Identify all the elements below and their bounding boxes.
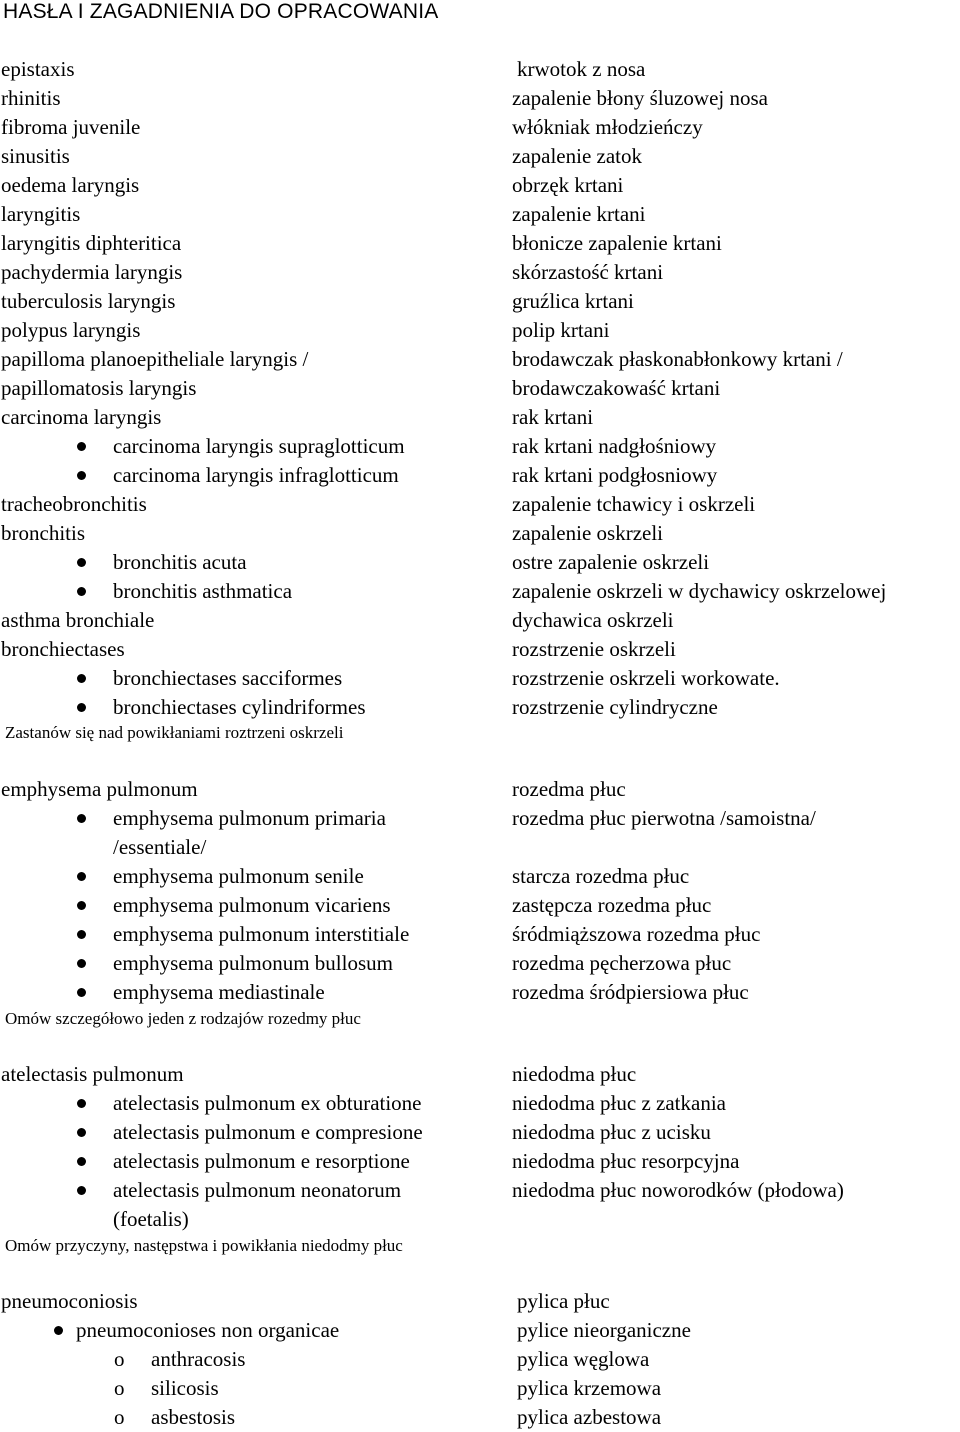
glossary-row xyxy=(0,664,960,693)
latin-term: atelectasis pulmonum xyxy=(1,1062,184,1086)
polish-translation: niedodma płuc z ucisku xyxy=(512,1120,711,1144)
latin-term: carcinoma laryngis supraglotticum xyxy=(113,434,405,458)
polish-translation: rak krtani nadgłośniowy xyxy=(512,434,717,458)
polish-translation: niedodma płuc noworodków (płodowa) xyxy=(512,1178,844,1202)
latin-term: atelectasis pulmonum neonatorum xyxy=(113,1178,402,1202)
latin-term: epistaxis xyxy=(1,57,75,81)
glossary-row xyxy=(0,374,960,403)
bullet-icon xyxy=(77,959,86,968)
polish-translation: niedodma płuc xyxy=(512,1062,637,1086)
circle-bullet-icon: o xyxy=(114,1376,125,1400)
latin-term: bronchitis xyxy=(1,521,85,545)
page-title: HASŁA I ZAGADNIENIA DO OPRACOWANIA xyxy=(3,0,439,23)
latin-term: carcinoma laryngis infraglotticum xyxy=(113,463,399,487)
glossary-row xyxy=(0,403,960,432)
glossary-row xyxy=(0,949,960,978)
glossary-row xyxy=(0,920,960,949)
polish-translation: rozstrzenie oskrzeli xyxy=(512,637,676,661)
study-question: Omów szczegółowo jeden z rodzajów rozedmy płuc xyxy=(5,1009,361,1028)
glossary-row-continuation xyxy=(0,1205,960,1234)
latin-term: pachydermia laryngis xyxy=(1,260,183,284)
polish-translation: rozstrzenie oskrzeli workowate. xyxy=(512,666,780,690)
glossary-row xyxy=(0,1374,960,1403)
latin-term: emphysema pulmonum senile xyxy=(113,864,364,888)
glossary-row xyxy=(0,635,960,664)
polish-translation: rozedma płuc xyxy=(512,777,626,801)
polish-translation: zastępcza rozedma płuc xyxy=(512,893,712,917)
latin-term: bronchiectases xyxy=(1,637,125,661)
polish-translation: ostre zapalenie oskrzeli xyxy=(512,550,710,574)
bullet-icon xyxy=(54,1326,63,1335)
glossary-row xyxy=(0,84,960,113)
latin-term: bronchitis asthmatica xyxy=(113,579,293,603)
glossary-row xyxy=(0,200,960,229)
bullet-icon xyxy=(77,988,86,997)
bullet-icon xyxy=(77,1128,86,1137)
circle-bullet-icon: o xyxy=(114,1347,125,1371)
polish-translation: krwotok z nosa xyxy=(517,57,646,81)
latin-term: bronchiectases sacciformes xyxy=(113,666,343,690)
latin-term: rhinitis xyxy=(1,86,61,110)
polish-translation: pylice nieorganiczne xyxy=(517,1318,691,1342)
polish-translation: niedodma płuc resorpcyjna xyxy=(512,1149,740,1173)
latin-term: fibroma juvenile xyxy=(1,115,141,139)
polish-translation: rozedma pęcherzowa płuc xyxy=(512,951,732,975)
glossary-row xyxy=(0,461,960,490)
latin-term: polypus laryngis xyxy=(1,318,141,342)
latin-term: (foetalis) xyxy=(113,1207,189,1231)
latin-term: sinusitis xyxy=(1,144,70,168)
glossary-row xyxy=(0,862,960,891)
latin-term: papilloma planoepitheliale laryngis / xyxy=(1,347,309,371)
latin-term: emphysema mediastinale xyxy=(113,980,325,1004)
glossary-row xyxy=(0,891,960,920)
glossary-row xyxy=(0,1060,960,1089)
latin-term: silicosis xyxy=(151,1376,219,1400)
polish-translation: niedodma płuc z zatkania xyxy=(512,1091,726,1115)
polish-translation: rozedma płuc pierwotna /samoistna/ xyxy=(512,806,816,830)
bullet-icon xyxy=(77,814,86,823)
glossary-row-continuation xyxy=(0,833,960,862)
glossary-row xyxy=(0,1176,960,1205)
bullet-icon xyxy=(77,872,86,881)
bullet-icon xyxy=(77,1186,86,1195)
glossary-row xyxy=(0,1147,960,1176)
latin-term: bronchiectases cylindriformes xyxy=(113,695,366,719)
polish-translation: brodawczak płaskonabłonkowy krtani / xyxy=(512,347,843,371)
polish-translation: zapalenie błony śluzowej nosa xyxy=(512,86,768,110)
study-question: Omów przyczyny, następstwa i powikłania niedodmy płuc xyxy=(5,1236,403,1255)
glossary-row xyxy=(0,804,960,833)
polish-translation: zapalenie oskrzeli xyxy=(512,521,663,545)
glossary-row xyxy=(0,345,960,374)
polish-translation: zapalenie zatok xyxy=(512,144,642,168)
polish-translation: brodawczakowaść krtani xyxy=(512,376,721,400)
latin-term: laryngitis xyxy=(1,202,81,226)
polish-translation: błonicze zapalenie krtani xyxy=(512,231,722,255)
latin-term: anthracosis xyxy=(151,1347,246,1371)
latin-term: emphysema pulmonum xyxy=(1,777,198,801)
latin-term: laryngitis diphteritica xyxy=(1,231,182,255)
latin-term: papillomatosis laryngis xyxy=(1,376,197,400)
bullet-icon xyxy=(77,1099,86,1108)
latin-term: atelectasis pulmonum e compresione xyxy=(113,1120,423,1144)
glossary-row xyxy=(0,606,960,635)
polish-translation: polip krtani xyxy=(512,318,610,342)
latin-term: atelectasis pulmonum e resorptione xyxy=(113,1149,410,1173)
polish-translation: rak krtani xyxy=(512,405,594,429)
polish-translation: zapalenie krtani xyxy=(512,202,646,226)
polish-translation: zapalenie tchawicy i oskrzeli xyxy=(512,492,756,516)
glossary-row xyxy=(0,55,960,84)
glossary-row xyxy=(0,1316,960,1345)
polish-translation: gruźlica krtani xyxy=(512,289,634,313)
polish-translation: rozstrzenie cylindryczne xyxy=(512,695,718,719)
glossary-row xyxy=(0,1345,960,1374)
latin-term: tracheobronchitis xyxy=(1,492,147,516)
glossary-row xyxy=(0,142,960,171)
glossary-row xyxy=(0,316,960,345)
glossary-row xyxy=(0,548,960,577)
glossary-row xyxy=(0,1403,960,1432)
polish-translation: rak krtani podgłosniowy xyxy=(512,463,718,487)
study-question: Zastanów się nad powikłaniami roztrzeni oskrzeli xyxy=(5,723,344,742)
polish-translation: rozedma śródpiersiowa płuc xyxy=(512,980,749,1004)
latin-term: oedema laryngis xyxy=(1,173,140,197)
latin-term: /essentiale/ xyxy=(113,835,207,859)
polish-translation: pylica azbestowa xyxy=(517,1405,662,1429)
polish-translation: pylica węglowa xyxy=(517,1347,650,1371)
glossary-row xyxy=(0,775,960,804)
latin-term: carcinoma laryngis xyxy=(1,405,162,429)
latin-term: asthma bronchiale xyxy=(1,608,155,632)
glossary-row xyxy=(0,978,960,1007)
polish-translation: pylica płuc xyxy=(517,1289,610,1313)
circle-bullet-icon: o xyxy=(114,1405,125,1429)
glossary-row xyxy=(0,1118,960,1147)
bullet-icon xyxy=(77,674,86,683)
bullet-icon xyxy=(77,703,86,712)
glossary-row xyxy=(0,1287,960,1316)
glossary-row xyxy=(0,693,960,722)
glossary-row xyxy=(0,113,960,142)
latin-term: atelectasis pulmonum ex obturatione xyxy=(113,1091,422,1115)
bullet-icon xyxy=(77,587,86,596)
polish-translation: pylica krzemowa xyxy=(517,1376,662,1400)
glossary-row xyxy=(0,432,960,461)
bullet-icon xyxy=(77,471,86,480)
bullet-icon xyxy=(77,901,86,910)
glossary-row xyxy=(0,171,960,200)
polish-translation: zapalenie oskrzeli w dychawicy oskrzelowej xyxy=(512,579,887,603)
latin-term: emphysema pulmonum vicariens xyxy=(113,893,391,917)
bullet-icon xyxy=(77,558,86,567)
bullet-icon xyxy=(77,442,86,451)
latin-term: pneumoconiosis xyxy=(1,1289,138,1313)
polish-translation: starcza rozedma płuc xyxy=(512,864,690,888)
latin-term: pneumoconioses non organicae xyxy=(76,1318,340,1342)
bullet-icon xyxy=(77,930,86,939)
glossary-row xyxy=(0,229,960,258)
glossary-row xyxy=(0,519,960,548)
glossary-row xyxy=(0,287,960,316)
glossary-row xyxy=(0,577,960,606)
polish-translation: śródmiąższowa rozedma płuc xyxy=(512,922,761,946)
glossary-row xyxy=(0,490,960,519)
latin-term: emphysema pulmonum primaria xyxy=(113,806,386,830)
polish-translation: włókniak młodzieńczy xyxy=(512,115,703,139)
latin-term: emphysema pulmonum interstitiale xyxy=(113,922,410,946)
bullet-icon xyxy=(77,1157,86,1166)
glossary-row xyxy=(0,258,960,287)
latin-term: emphysema pulmonum bullosum xyxy=(113,951,393,975)
polish-translation: dychawica oskrzeli xyxy=(512,608,674,632)
latin-term: tuberculosis laryngis xyxy=(1,289,176,313)
polish-translation: skórzastość krtani xyxy=(512,260,664,284)
glossary-row xyxy=(0,1089,960,1118)
latin-term: bronchitis acuta xyxy=(113,550,247,574)
latin-term: asbestosis xyxy=(151,1405,235,1429)
polish-translation: obrzęk krtani xyxy=(512,173,624,197)
